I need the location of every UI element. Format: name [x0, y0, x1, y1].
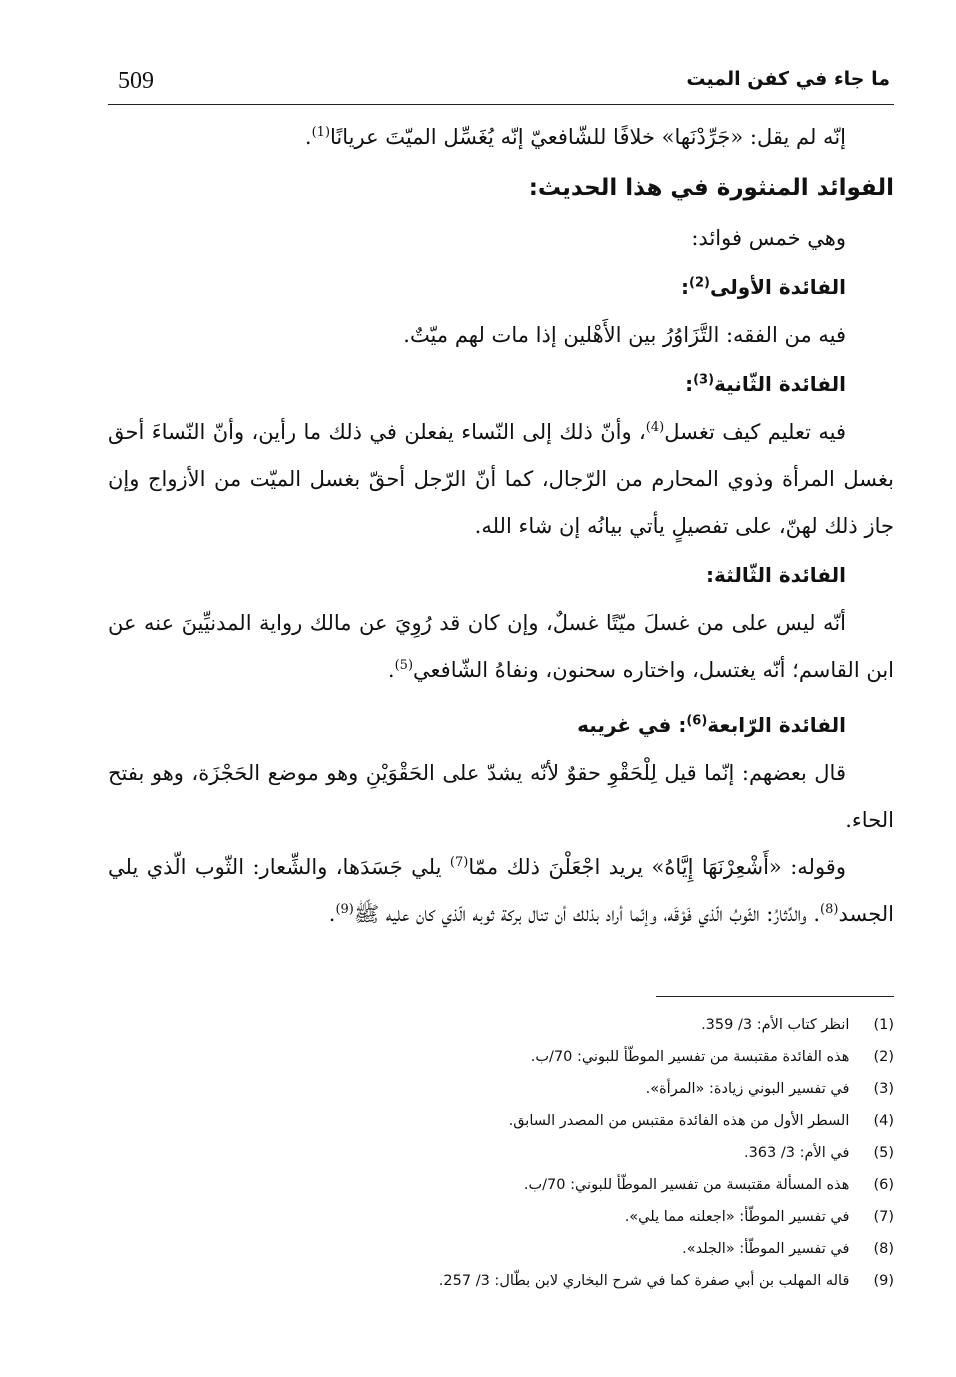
footnote-divider	[656, 996, 894, 997]
footnote-ref: (8)	[820, 902, 839, 917]
footnote: (3) في تفسير البوني زيادة: «المرأة».	[645, 1081, 894, 1097]
benefit-3-title: الفائدة الثّالثة:	[706, 563, 846, 587]
footnote: (8) في تفسير الموطّأ: «الجلد».	[682, 1241, 894, 1257]
footnote-ref: (1)	[311, 125, 331, 140]
footnote-ref: (7)	[449, 855, 469, 870]
main-text	[108, 114, 894, 938]
page-header	[108, 64, 894, 105]
footnote-ref: (6)	[686, 713, 708, 729]
benefit-4-text: قال بعضهم: إنّما قيل لِلْحَقْوِ حقوٌ لأنّه يشدّ على الحَقْوَيْنِ وهو موضع الحَجْزَة، وهو بفتح الحاء.	[108, 761, 894, 832]
benefit-3-text: أنّه ليس على من غسلَ ميّتًا غسلٌ، وإن كان قد رُوِيَ عن مالك رواية المدنيِّينَ عنه عن ابن القاسم؛ أنّه يغتسل، واختاره سحنون، ونفاهُ الشّافعي$^{(5)}$.	[108, 611, 894, 682]
page-number: 509	[118, 68, 154, 94]
benefit-2-text: فيه تعليم كيف تغسل$^{(4)}$، وأنّ ذلك إلى النّساء يفعلن في ذلك ما رأين، وأنّ النّساءَ أحق بغسل المرأة وذوي المحارم من الرّجال، كما أنّ الرّجل أحقّ بغسل الميّت من الأزواج وإن جاز ذلك لهنّ، على تفصيلٍ يأتي بيانُه إن شاء الله.	[108, 420, 894, 538]
footnote: (4) السطر الأول من هذه الفائدة مقتبس من المصدر السابق.	[508, 1113, 894, 1129]
paragraph-opening: إنّه لم يقل: «جَرِّدْنَها» خلافًا للشّافعيّ إنّه يُغَسِّل الميّتَ عريانًا$^{(1)}$.	[304, 125, 846, 149]
footnote: (6) هذه المسألة مقتبسة من تفسير الموطّأ للبوني: 70/ب.	[523, 1177, 894, 1193]
footnote-ref: (5)	[394, 658, 414, 673]
footnote: (2) هذه الفائدة مقتبسة من تفسير الموطّأ للبوني: 70/ب.	[530, 1049, 894, 1065]
intro-line: وهي خمس فوائد:	[691, 226, 846, 250]
section-title: الفوائد المنثورة في هذا الحديث:	[528, 175, 894, 201]
footnote: (1) انظر كتاب الأم: 3/ 359.	[701, 1017, 894, 1033]
running-title: ما جاء في كفن الميت	[686, 68, 890, 90]
footnote-ref: (3)	[693, 372, 715, 388]
footnote: (5) في الأم: 3/ 363.	[743, 1145, 894, 1161]
footnote-ref: (9)	[335, 902, 354, 917]
footnote: (7) في تفسير الموطّأ: «اجعلنه مما يلي».	[624, 1209, 894, 1225]
footnote-ref: (2)	[689, 275, 710, 291]
benefit-2-title: الفائدة الثّانية$^{(3)}$:	[685, 372, 846, 396]
footnotes	[108, 1009, 894, 1297]
benefit-1-text: فيه من الفقه: التَّزَاوُرُ بين الأَهْلين إذا مات لهم ميّتٌ.	[403, 323, 846, 347]
benefit-4-title: الفائدة الرّابعة$^{(6)}$: في غريبه	[577, 713, 846, 737]
benefit-4-text-2: وقوله: «أَشْعِرْنَهَا إِيَّاهُ» يريد اجْعَلْنَ ذلك ممّا$^{(7)}$ يلي جَسَدَها، والشِّعار: الثّوب الّذي يلي الجسد$^{(8)}$. والدِّثارُ: الثّوبُ الّذي فَوْقَه، وإنّما أراد بذلك أن تنال بركة ثوبه الّذي كان عليه ﷺ$^{(9)}$.	[108, 855, 894, 926]
benefit-1-title: الفائدة الأولى$^{(2)}$:	[681, 275, 846, 299]
footnote: (9) قاله المهلب بن أبي صفرة كما في شرح البخاري لابن بطّال: 3/ 257.	[438, 1273, 894, 1289]
footnote-ref: (4)	[645, 420, 665, 435]
